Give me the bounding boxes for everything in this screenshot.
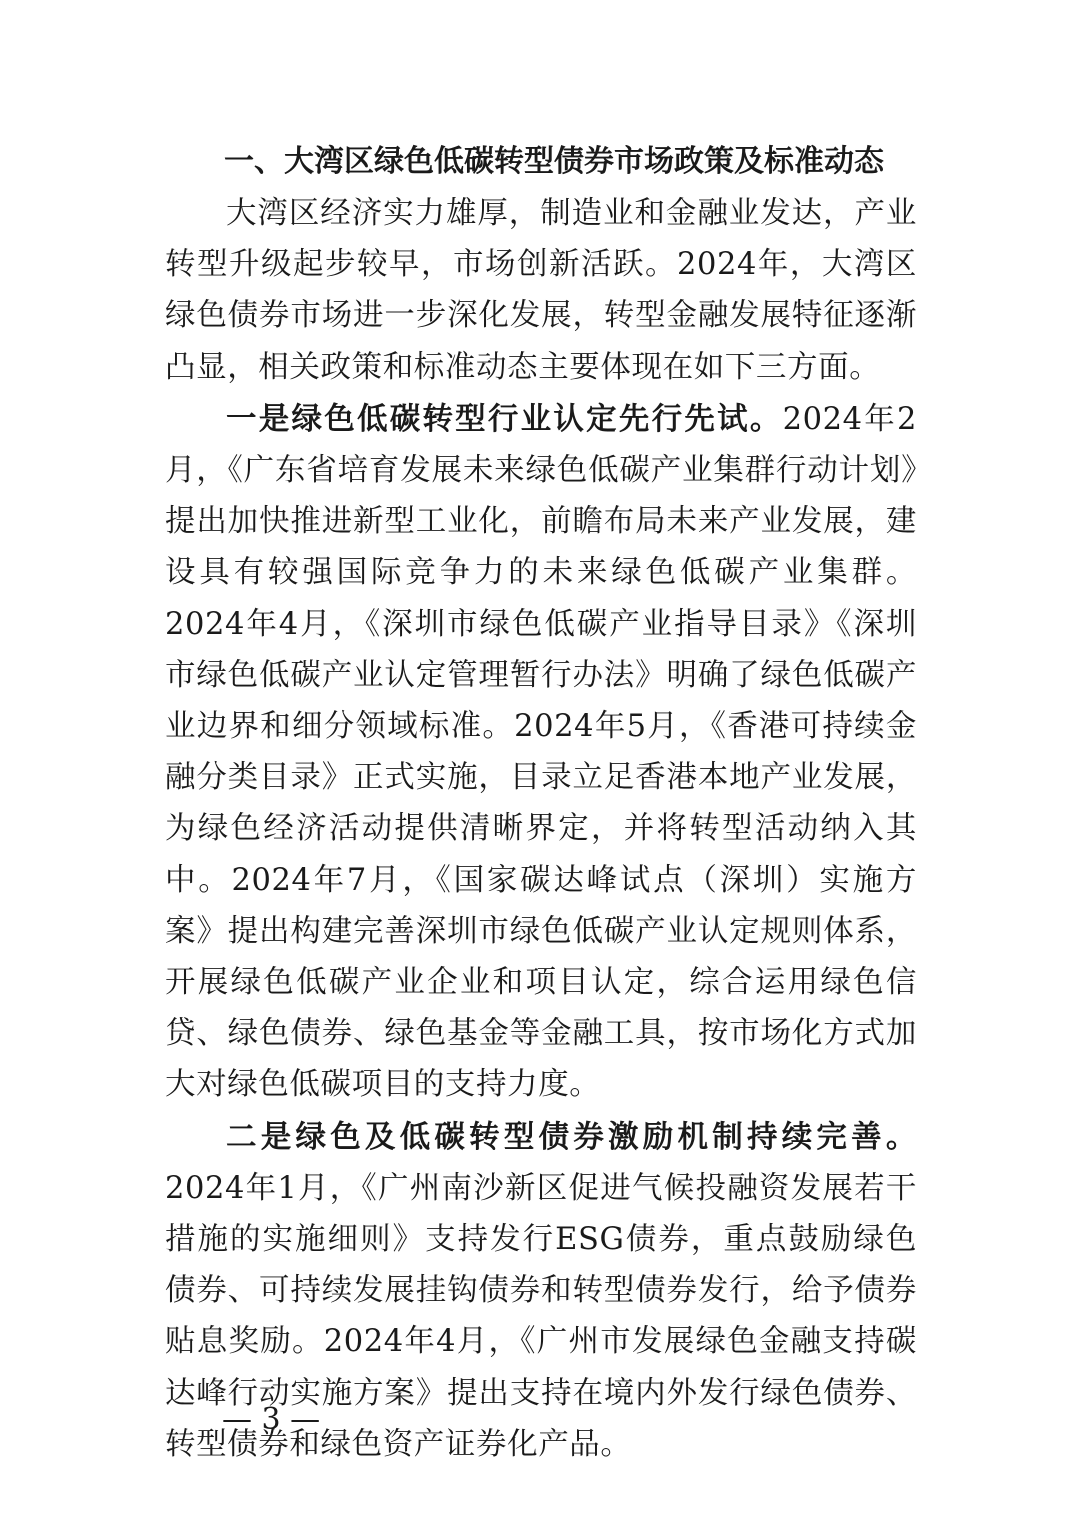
paragraph-text: 2024年2月，《广东省培育发展未来绿色低碳产业集群行动计划》提出加快推进新型工业化，前瞻布局未来产业发展，建设具有较强国际竞争力的未来绿色低碳产业集群。2024年4月，《深圳市绿色低碳产业指导目录》《深圳市绿色低碳产业认定管理暂行办法》明确了绿色低碳产业边界和细分领域标准。2024年5月，《香港可持续金融分类目录》正式实施，目录立足香港本地产业发展，为绿色经济活动提供清晰界定，并将转型活动纳入其中。2024年7月，《国家碳达峰试点（深圳）实施方案》提出构建完善深圳市绿色低碳产业认定规则体系，开展绿色低碳产业企业和项目认定，综合运用绿色信贷、绿色债券、绿色基金等金融工具，按市场化方式加大对绿色低碳项目的支持力度。: [165, 401, 917, 1103]
paragraph-text: 2024年1月，《广州南沙新区促进气候投融资发展若干措施的实施细则》支持发行ESG债券，重点鼓励绿色债券、可持续发展挂钩债券和转型债券发行，给予债券贴息奖励。2024年4月，《广州市发展绿色金融支持碳达峰行动实施方案》提出支持在境内外发行绿色债券、转型债券和绿色资产证券化产品。: [165, 1170, 917, 1462]
paragraph-industry-recognition: [165, 394, 917, 1111]
paragraph-lead: 一是绿色低碳转型行业认定先行先试。: [226, 401, 783, 437]
section-heading: 一、大湾区绿色低碳转型债券市场政策及标准动态: [224, 144, 884, 179]
body-text: [165, 188, 917, 1471]
page-number: — 3 —: [222, 1402, 321, 1437]
paragraph-intro: [165, 188, 917, 393]
paragraph-text: 大湾区经济实力雄厚，制造业和金融业发达，产业转型升级起步较早，市场创新活跃。2024年，大湾区绿色债券市场进一步深化发展，转型金融发展特征逐渐凸显，相关政策和标准动态主要体现在如下三方面。: [165, 196, 917, 385]
paragraph-lead: 二是绿色及低碳转型债券激励机制持续完善。: [226, 1119, 917, 1155]
